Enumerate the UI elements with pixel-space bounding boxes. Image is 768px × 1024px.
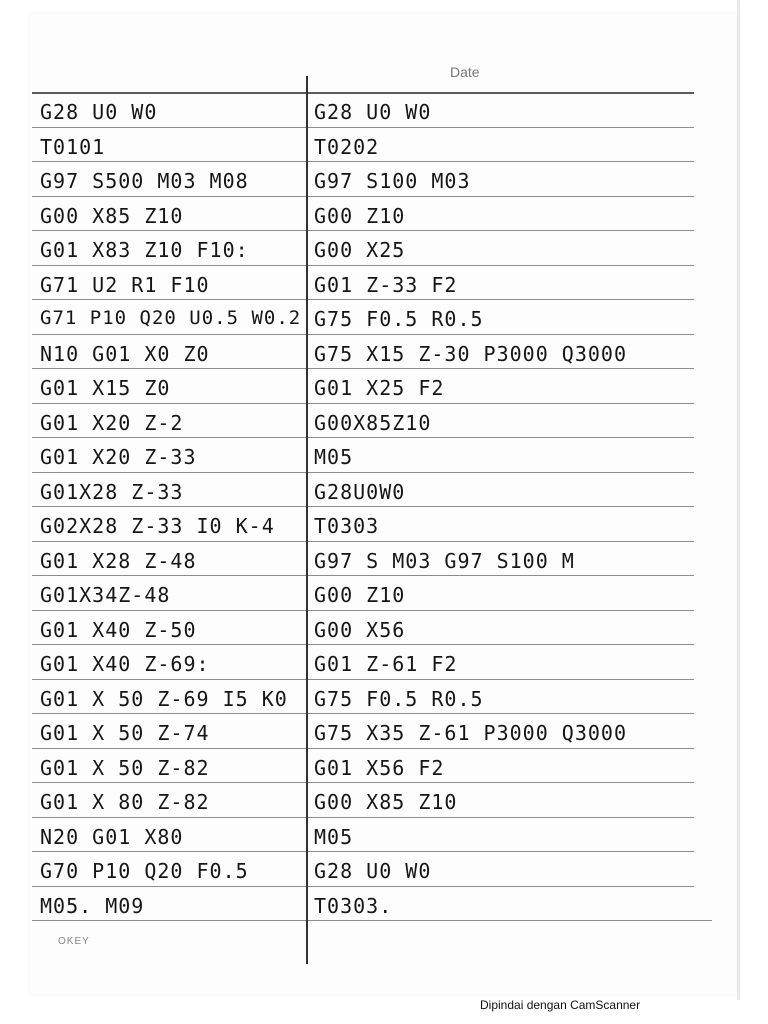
ruled-line [32, 575, 694, 576]
column-divider [306, 76, 308, 964]
ruled-line [32, 679, 694, 680]
left-code-line: G01X28 Z-33 [40, 479, 184, 504]
scanner-footer: Dipindai dengan CamScanner [480, 998, 641, 1012]
ruled-line [32, 230, 694, 231]
ruled-line [32, 782, 694, 783]
right-code-line: G00 Z10 [314, 203, 406, 228]
right-code-line: G01 X25 F2 [314, 376, 445, 400]
right-code-line: G00 X25 [314, 238, 406, 262]
left-code-line: G01 X15 Z0 [40, 376, 171, 400]
left-code-line: G01 X20 Z-2 [40, 410, 184, 435]
right-code-line: G75 F0.5 R0.5 [314, 686, 484, 711]
left-code-line: G01 X 50 Z-69 I5 K0 [40, 686, 288, 711]
left-code-line: G01 X28 Z-48 [40, 548, 197, 573]
left-code-line: G01 X 50 Z-82 [40, 755, 210, 780]
left-code-line: G02X28 Z-33 I0 K-4 [40, 514, 275, 538]
right-code-line: G00 X85 Z10 [314, 790, 458, 814]
ruled-line [32, 748, 694, 749]
ruled-line [32, 886, 694, 887]
right-code-line: G97 S100 M03 [314, 169, 471, 193]
left-code-line: M05. M09 [40, 893, 145, 918]
left-code-line: G28 U0 W0 [40, 100, 158, 124]
right-code-line: G75 X15 Z-30 P3000 Q3000 [314, 341, 627, 366]
ruled-line [32, 265, 694, 266]
ruled-line [32, 161, 694, 162]
right-code-line: M05 [314, 824, 354, 849]
ruled-line [32, 644, 694, 645]
right-code-line: T0303 [314, 514, 380, 538]
ruled-line [32, 334, 694, 335]
left-code-line: N10 G01 X0 Z0 [40, 341, 210, 366]
right-code-line: G28 U0 W0 [314, 100, 432, 124]
left-code-line: G01 X40 Z-50 [40, 617, 197, 642]
right-code-line: G01 Z-33 F2 [314, 272, 458, 297]
left-code-line: G01 X20 Z-33 [40, 445, 197, 469]
ruled-line [32, 403, 694, 404]
right-code-line: G75 X35 Z-61 P3000 Q3000 [314, 721, 627, 745]
left-code-line: G01 X 50 Z-74 [40, 721, 210, 745]
left-code-line: G01 X40 Z-69: [40, 652, 210, 676]
right-code-line: G00X85Z10 [314, 410, 432, 435]
ruled-line [32, 851, 694, 852]
ruled-line [32, 92, 694, 94]
left-code-line: G71 P10 Q20 U0.5 W0.2 [40, 307, 302, 329]
right-code-line: G75 F0.5 R0.5 [314, 307, 484, 331]
right-code-line: T0202 [314, 134, 380, 159]
ruled-line [32, 437, 694, 438]
right-code-line: M05 [314, 445, 354, 469]
right-code-line: G97 S M03 G97 S100 M [314, 548, 575, 573]
left-code-line: G00 X85 Z10 [40, 203, 184, 228]
ruled-line [32, 127, 694, 128]
date-label: Date [450, 64, 480, 80]
ruled-line [32, 506, 694, 507]
left-code-line: G01 X83 Z10 F10: [40, 238, 249, 262]
left-code-line: G70 P10 Q20 F0.5 [40, 859, 249, 883]
ruled-line [32, 541, 694, 542]
left-code-line: G01X34Z-48 [40, 583, 171, 607]
right-code-line: G01 Z-61 F2 [314, 652, 458, 676]
left-code-line: G71 U2 R1 F10 [40, 272, 210, 297]
ruled-line [32, 920, 712, 921]
left-code-line: G97 S500 M03 M08 [40, 169, 249, 193]
notebook-brand: OKEY [58, 936, 90, 947]
right-code-line: G28 U0 W0 [314, 859, 432, 883]
right-code-line: G00 Z10 [314, 583, 406, 607]
right-code-line: G28U0W0 [314, 479, 406, 504]
right-code-line: G00 X56 [314, 617, 406, 642]
ruled-line [32, 472, 694, 473]
ruled-line [32, 299, 694, 300]
ruled-line [32, 713, 694, 714]
ruled-line [32, 368, 694, 369]
scan-edge [737, 0, 740, 1000]
ruled-line [32, 610, 694, 611]
left-code-line: G01 X 80 Z-82 [40, 790, 210, 814]
right-code-line: G01 X56 F2 [314, 755, 445, 780]
left-code-line: N20 G01 X80 [40, 824, 184, 849]
ruled-line [32, 817, 694, 818]
ruled-line [32, 196, 694, 197]
right-code-line: T0303. [314, 893, 393, 918]
left-code-line: T0101 [40, 134, 106, 159]
